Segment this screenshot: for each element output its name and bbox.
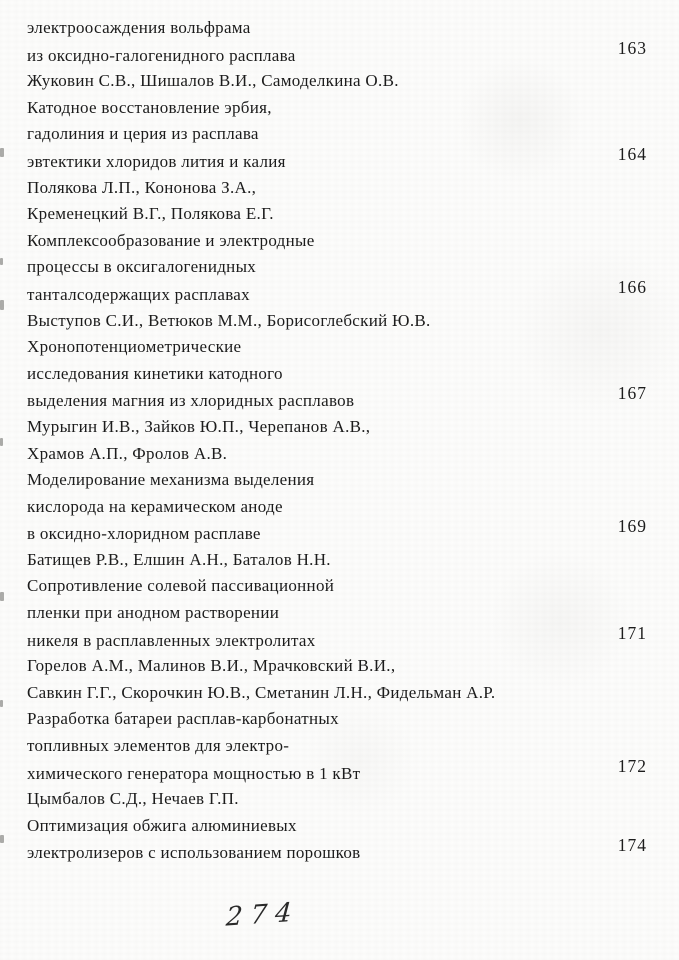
toc-line xyxy=(27,516,647,550)
scan-speck xyxy=(0,148,4,157)
toc-line-text: Катодное восстановление эрбия, xyxy=(27,97,272,117)
toc-line xyxy=(27,231,647,258)
toc-line xyxy=(27,470,647,497)
toc-line-text: эвтектики хлоридов лития и калия xyxy=(27,151,286,171)
toc-line-text: Савкин Г.Г., Скорочкин Ю.В., Сметанин Л.Н., Фидельман А.Р. xyxy=(27,682,496,702)
toc-line xyxy=(27,755,647,790)
toc-line xyxy=(27,383,647,417)
toc-line-text: электролизеров с использованием порошков xyxy=(27,843,361,863)
toc-line xyxy=(27,656,647,683)
toc-line xyxy=(27,276,647,311)
toc-line xyxy=(27,550,647,577)
toc-page-number: 171 xyxy=(617,622,647,643)
toc-line xyxy=(27,18,647,45)
toc-line-text: Комплексообразование и электродные xyxy=(27,230,315,250)
toc-line xyxy=(27,204,647,231)
toc-line-text: электроосаждения вольфрама xyxy=(27,18,251,37)
toc-line xyxy=(27,789,647,816)
toc-line-text: Полякова Л.П., Кононова З.А., xyxy=(27,177,257,197)
toc-line xyxy=(27,37,647,72)
scan-speck xyxy=(0,258,3,265)
toc-page-number: 174 xyxy=(617,835,647,856)
toc-page-number: 163 xyxy=(617,37,647,58)
toc-line-text: Жуковин С.В., Шишалов В.И., Самоделкина О.В. xyxy=(27,71,399,91)
scan-speck xyxy=(0,835,4,843)
toc-line-text: в оксидно-хлоридном расплаве xyxy=(27,524,261,544)
toc-line xyxy=(27,178,647,205)
toc-page-number: 169 xyxy=(617,516,647,537)
toc-line xyxy=(27,736,647,763)
toc-line xyxy=(27,337,647,364)
toc-line-text: Храмов А.П., Фролов А.В. xyxy=(27,443,228,463)
toc-line xyxy=(27,417,647,444)
toc-line xyxy=(27,576,647,603)
toc-line-text: исследования кинетики катодного xyxy=(27,363,283,383)
toc-line xyxy=(27,143,647,178)
toc-line-text: Разработка батареи расплав-карбонатных xyxy=(27,709,339,729)
toc-line xyxy=(27,603,647,630)
toc-line-text: Выступов С.И., Ветюков М.М., Борисоглебский Ю.В. xyxy=(27,310,431,330)
toc-line-text: гадолиния и церия из расплава xyxy=(27,124,259,144)
toc-line-text: Мурыгин И.В., Зайков Ю.П., Черепанов А.В., xyxy=(27,416,371,436)
toc-line xyxy=(27,709,647,736)
toc-line xyxy=(27,71,647,98)
toc-line-text: выделения магния из хлоридных расплавов xyxy=(27,391,355,411)
scan-speck xyxy=(0,438,3,446)
toc-line-text: кислорода на керамическом аноде xyxy=(27,496,283,516)
scan-speck xyxy=(0,300,4,310)
scan-speck xyxy=(0,700,3,707)
toc-page-number: 172 xyxy=(617,755,647,776)
toc-line-text: Кременецкий В.Г., Полякова Е.Г. xyxy=(27,204,274,224)
toc-line-text: пленки при анодном растворении xyxy=(27,603,280,623)
toc-line xyxy=(27,683,647,710)
toc-line-text: топливных элементов для электро- xyxy=(27,736,290,756)
toc-line-text: из оксидно-галогенидного расплава xyxy=(27,45,296,65)
handwritten-folio-number: 274 xyxy=(225,897,301,933)
table-of-contents xyxy=(27,18,647,869)
scan-speck xyxy=(0,592,4,601)
toc-line xyxy=(27,98,647,125)
toc-line-text: процессы в оксигалогенидных xyxy=(27,257,257,277)
toc-line xyxy=(27,497,647,524)
toc-line xyxy=(27,257,647,284)
toc-line-text: никеля в расплавленных электролитах xyxy=(27,630,316,650)
toc-line-text: Хронопотенциометрические xyxy=(27,337,242,357)
toc-page-number: 164 xyxy=(617,143,647,164)
toc-line xyxy=(27,835,647,869)
toc-line-text: Моделирование механизма выделения xyxy=(27,470,315,490)
toc-line-text: Цымбалов С.Д., Нечаев Г.П. xyxy=(27,789,239,809)
toc-line-text: Батищев Р.В., Елшин А.Н., Баталов Н.Н. xyxy=(27,549,331,569)
toc-line xyxy=(27,622,647,657)
toc-line-text: Оптимизация обжига алюминиевых xyxy=(27,815,297,835)
toc-line-text: танталсодержащих расплавах xyxy=(27,284,250,304)
toc-page-number: 167 xyxy=(617,383,647,404)
toc-line-text: Горелов А.М., Малинов В.И., Мрачковский В.И., xyxy=(27,656,396,676)
toc-line xyxy=(27,124,647,151)
toc-line-text: Сопротивление солевой пассивационной xyxy=(27,576,335,596)
toc-line-text: химического генератора мощностью в 1 кВт xyxy=(27,763,361,783)
toc-line xyxy=(27,816,647,843)
toc-page-number: 166 xyxy=(617,276,647,297)
toc-line xyxy=(27,364,647,391)
toc-line xyxy=(27,311,647,338)
toc-line xyxy=(27,444,647,471)
